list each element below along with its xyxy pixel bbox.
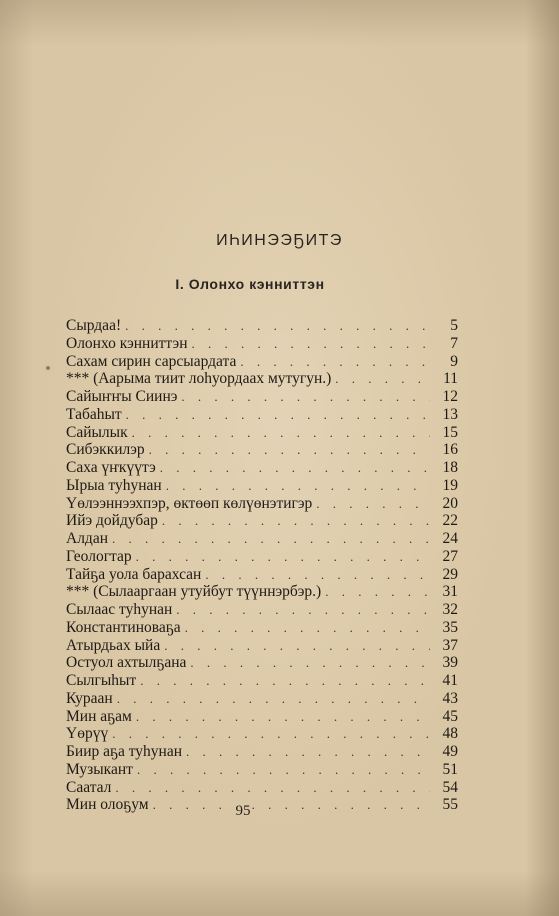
toc-entry-title: Табаһыт bbox=[66, 405, 122, 423]
dot-leader bbox=[205, 566, 430, 584]
dot-leader bbox=[126, 406, 430, 424]
toc-entry-page: 15 bbox=[442, 423, 458, 441]
toc-entry bbox=[66, 406, 458, 424]
toc-entry-page: 48 bbox=[442, 725, 458, 743]
toc-entry bbox=[66, 353, 458, 371]
dot-leader bbox=[137, 761, 430, 779]
toc-entry bbox=[66, 495, 458, 513]
toc-entry bbox=[66, 512, 458, 530]
toc-entry-page: 41 bbox=[442, 672, 458, 689]
dot-leader bbox=[125, 317, 430, 335]
toc-entry-page: 45 bbox=[442, 707, 458, 725]
toc-entry bbox=[66, 619, 458, 637]
toc-entry-title: Сибэккилэр bbox=[66, 441, 145, 459]
dot-leader bbox=[112, 725, 430, 743]
toc-entry-title: Геологтар bbox=[66, 547, 132, 565]
toc-entry-title: Саха үҥкүүтэ bbox=[66, 459, 156, 476]
toc-entry-title: *** (Сылааргаан утуйбут түүннэрбэр.) bbox=[66, 583, 322, 601]
dot-leader bbox=[136, 708, 430, 726]
toc-entry-page: 18 bbox=[442, 459, 458, 476]
toc-entry-title: Кураан bbox=[66, 689, 113, 707]
toc-entry-page: 5 bbox=[450, 317, 458, 334]
toc-entry-title: Атырдьах ыйа bbox=[66, 636, 161, 654]
dot-leader bbox=[117, 690, 430, 708]
dot-leader bbox=[132, 424, 430, 442]
toc-entry-title: Сылаас туһунан bbox=[66, 601, 173, 618]
toc-entry-page: 12 bbox=[442, 388, 458, 405]
dot-leader bbox=[149, 441, 430, 459]
toc-entry-page: 27 bbox=[442, 547, 458, 565]
toc-entry bbox=[66, 779, 458, 797]
toc-entry bbox=[66, 637, 458, 655]
toc-entry-title: Остуол ахтылҕана bbox=[66, 654, 187, 672]
paper-speck bbox=[46, 366, 50, 370]
toc-entry-page: 37 bbox=[442, 636, 458, 654]
toc-entry-title: Сахам сирин сарсыардата bbox=[66, 352, 237, 370]
toc-entry-title: *** (Аарыма тиит лоһуордаах мутугун.) bbox=[66, 370, 332, 388]
toc-entry-title: Ийэ дойдубар bbox=[66, 512, 158, 530]
toc-entry-page: 55 bbox=[442, 796, 458, 814]
toc-entry-page: 7 bbox=[450, 334, 458, 352]
toc-entry-page: 9 bbox=[450, 352, 458, 370]
toc-entry bbox=[66, 761, 458, 779]
toc-entry-page: 29 bbox=[442, 565, 458, 583]
toc-entry bbox=[66, 317, 458, 335]
toc-entry bbox=[66, 725, 458, 743]
toc-entry-title: Сайылык bbox=[66, 423, 128, 441]
dot-leader bbox=[160, 459, 430, 477]
toc-entry-page: 20 bbox=[442, 494, 458, 512]
toc-entry bbox=[66, 654, 458, 672]
toc-entry bbox=[66, 388, 458, 406]
toc-entry bbox=[66, 370, 458, 388]
toc-entry-title: Сайыҥҥы Сиинэ bbox=[66, 388, 178, 405]
dot-leader bbox=[185, 619, 430, 637]
toc-entry-title: Алдан bbox=[66, 530, 108, 547]
toc-entry-title: Мин аҕам bbox=[66, 707, 132, 725]
dot-leader bbox=[176, 601, 430, 619]
dot-leader bbox=[335, 370, 430, 388]
toc-entry-page: 11 bbox=[443, 370, 458, 388]
toc-entry bbox=[66, 424, 458, 442]
dot-leader bbox=[186, 743, 430, 761]
toc-entry bbox=[66, 566, 458, 584]
dot-leader bbox=[316, 495, 430, 513]
toc-entry-page: 13 bbox=[442, 405, 458, 423]
toc-entry-page: 16 bbox=[442, 441, 458, 459]
toc-entry-title: Сырдаа! bbox=[66, 317, 122, 334]
dot-leader bbox=[240, 353, 430, 371]
toc-entry bbox=[66, 477, 458, 495]
toc-entry bbox=[66, 459, 458, 477]
toc-entry-title: Сылгыһыт bbox=[66, 672, 137, 689]
dot-leader bbox=[192, 335, 430, 353]
table-of-contents bbox=[66, 317, 458, 814]
toc-entry bbox=[66, 601, 458, 619]
toc-entry bbox=[66, 335, 458, 353]
dot-leader bbox=[166, 477, 430, 495]
toc-entry bbox=[66, 583, 458, 601]
dot-leader bbox=[325, 583, 430, 601]
page-heading: ИҺИНЭЭҔИТЭ bbox=[216, 232, 343, 249]
dot-leader bbox=[136, 548, 430, 566]
toc-entry-title: Константиноваҕа bbox=[66, 618, 181, 636]
toc-entry bbox=[66, 743, 458, 761]
toc-entry bbox=[66, 530, 458, 548]
toc-entry-title: Ырыа туһунан bbox=[66, 476, 162, 494]
toc-entry-page: 31 bbox=[442, 583, 458, 601]
toc-entry-title: Биир аҕа туһунан bbox=[66, 743, 183, 760]
toc-entry-page: 54 bbox=[442, 778, 458, 796]
toc-entry bbox=[66, 441, 458, 459]
toc-entry-title: Саатал bbox=[66, 778, 112, 796]
toc-entry-title: Музыкант bbox=[66, 760, 133, 778]
toc-entry bbox=[66, 690, 458, 708]
toc-entry-page: 43 bbox=[442, 689, 458, 707]
toc-entry-page: 19 bbox=[442, 476, 458, 494]
toc-entry bbox=[66, 672, 458, 690]
toc-entry-title: Олонхо кэнниттэн bbox=[66, 334, 188, 352]
dot-leader bbox=[181, 388, 430, 406]
section-title: I. Олонхо кэнниттэн bbox=[175, 276, 325, 292]
toc-entry bbox=[66, 708, 458, 726]
toc-entry-title: Тайҕа уола барахсан bbox=[66, 565, 202, 583]
toc-entry-title: Үөрүү bbox=[66, 725, 109, 743]
toc-entry-title: Үөлээннээхпэр, өктөөп көлүөнэтигэр bbox=[66, 494, 313, 512]
toc-entry-page: 51 bbox=[442, 760, 458, 778]
page-number: 95 bbox=[235, 803, 251, 819]
dot-leader bbox=[140, 672, 430, 690]
toc-entry-page: 22 bbox=[442, 512, 458, 530]
toc-entry-page: 49 bbox=[442, 743, 458, 760]
toc-entry-page: 32 bbox=[442, 601, 458, 618]
dot-leader bbox=[112, 530, 430, 548]
toc-entry-page: 24 bbox=[442, 530, 458, 547]
dot-leader bbox=[190, 654, 430, 672]
toc-entry-page: 39 bbox=[442, 654, 458, 672]
toc-entry-title: Мин олоҕум bbox=[66, 796, 149, 814]
dot-leader bbox=[162, 512, 430, 530]
dot-leader bbox=[115, 779, 430, 797]
toc-entry-page: 35 bbox=[442, 618, 458, 636]
toc-entry bbox=[66, 548, 458, 566]
dot-leader bbox=[164, 637, 430, 655]
